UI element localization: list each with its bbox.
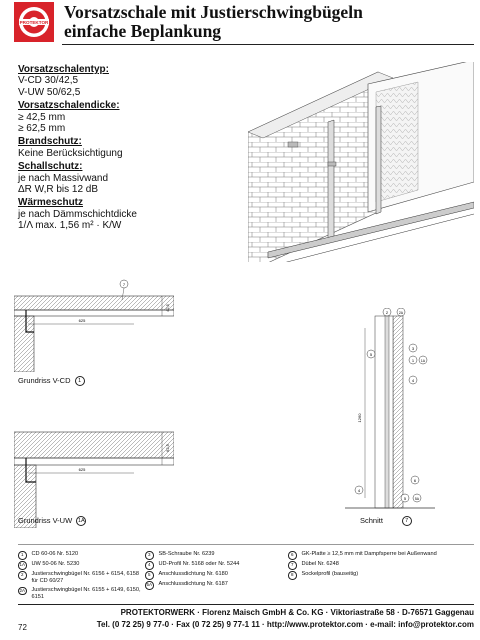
spec-line: 1/Λ max. 1,56 m² · K/W <box>18 220 122 232</box>
legend-item <box>18 571 143 585</box>
dim-depth: 42,5 <box>165 304 170 312</box>
legend-item <box>145 561 285 570</box>
spec-type <box>18 64 243 98</box>
header-rule <box>62 44 474 45</box>
spec-thickness <box>18 100 243 134</box>
legend-text: UD-Profil Nr. 5168 oder Nr. 5244 <box>158 561 240 568</box>
spec-line: je nach Dämmschichtdicke <box>18 208 137 220</box>
legend-text: Justierschwingbügel Nr. 6155 + 6149, 6150, 6151 <box>31 586 141 600</box>
legend-text: UW 50-06 Nr. 5230 <box>31 561 80 568</box>
legend-number: 7 <box>288 561 297 570</box>
dim-width: 625 <box>78 318 86 323</box>
spec-heading: Brandschutz: <box>18 136 82 148</box>
legend-number: 8 <box>288 571 297 580</box>
legend-number: 4 <box>145 561 154 570</box>
caption-text: Grundriss V-UW <box>18 516 73 525</box>
legend-text: Dübel Nr. 6248 <box>301 561 339 568</box>
legend-text: Anschlussdichtung Nr. 6187 <box>158 581 228 588</box>
callout: 1 <box>411 358 415 363</box>
floor-plan-v-cd <box>14 272 174 372</box>
legend-text: GK-Platte ≥ 12,5 mm mit Dampfsperre bei Außenwand <box>301 551 437 557</box>
footer-rule <box>18 604 474 605</box>
legend-text: Justierschwingbügel Nr. 6156 + 6154, 6158 für CD 60/27 <box>31 571 139 585</box>
legend-item <box>18 587 143 601</box>
callout: 5 <box>369 352 373 357</box>
section-caption <box>360 516 412 526</box>
legend-number: 2 <box>18 571 27 580</box>
dim-height: 1260 <box>357 413 362 423</box>
legend-text: CD 60-06 Nr. 5120 <box>31 551 79 557</box>
callout: 5A <box>414 497 420 501</box>
title-line-2: einfache Beplankung <box>64 21 222 41</box>
ref-number: 1 <box>75 376 85 386</box>
legend-item <box>145 551 285 560</box>
legend-item <box>145 571 285 580</box>
legend-text: Sockelprofil (bauseitig) <box>301 571 359 578</box>
spec-heading: Schallschutz: <box>18 161 83 173</box>
callout: 3 <box>411 346 415 351</box>
legend-item <box>288 571 474 580</box>
page-number: 72 <box>18 623 27 632</box>
caption-text: Grundriss V-CD <box>18 376 71 385</box>
legend-text: Anschlussdichtung Nr. 6180 <box>158 571 228 578</box>
callout: 4 <box>411 378 415 383</box>
legend-number: 6 <box>288 551 297 560</box>
logo-text: PROTEKTOR <box>19 20 49 25</box>
specification-list <box>18 64 243 234</box>
spec-line: Keine Berücksichtigung <box>18 147 123 159</box>
legend-number: 1A <box>18 561 27 570</box>
legend-column-2 <box>145 551 285 591</box>
callout: 2 <box>385 310 389 315</box>
legend-column-1 <box>18 551 143 602</box>
spec-heading: Vorsatzschalentyp: <box>18 64 109 75</box>
spec-line: ≥ 42,5 mm <box>18 111 66 123</box>
section-drawing <box>345 308 475 528</box>
callout: 4 <box>357 488 361 493</box>
plan2-caption <box>18 516 86 526</box>
legend-column-3 <box>288 551 474 581</box>
spec-line: V-CD 30/42,5 <box>18 75 79 87</box>
callout: 1A <box>420 359 426 363</box>
spec-thermal <box>18 197 243 231</box>
spec-sound <box>18 161 243 195</box>
dim-width: 625 <box>78 467 86 472</box>
legend-text: SB-Schraube Nr. 6239 <box>158 551 215 557</box>
dim-depth: 62,5 <box>165 444 170 452</box>
legend-number: 5 <box>145 571 154 580</box>
isometric-drawing <box>248 62 474 262</box>
protektor-logo <box>14 2 54 42</box>
caption-text: Schnitt <box>360 516 383 525</box>
callout: 5 <box>403 496 407 501</box>
page-title <box>64 3 474 41</box>
legend-number: 5A <box>145 581 154 590</box>
legend-rule <box>18 544 474 545</box>
spec-heading: Wärmeschutz <box>18 197 84 209</box>
footer-company: PROTEKTORWERK · Florenz Maisch GmbH & Co. KG · Viktoriastraße 58 · D-76571 Gaggenau <box>120 608 474 617</box>
spec-line: je nach Massivwand <box>18 172 109 184</box>
legend-item <box>18 551 143 560</box>
spec-line: ≥ 62,5 mm <box>18 123 66 135</box>
ref-number: 1A <box>77 518 85 525</box>
spec-fire <box>18 136 243 159</box>
legend-item <box>18 561 143 570</box>
spec-line: V-UW 50/62,5 <box>18 86 81 98</box>
legend-item <box>288 561 474 570</box>
spec-line: ΔR W,R bis 12 dB <box>18 184 99 196</box>
spec-heading: Vorsatzschalendicke: <box>18 100 120 112</box>
footer-contact: Tel. (0 72 25) 9 77-0 · Fax (0 72 25) 9 77-1 11 · http://www.protektor.com · e-mail: info@protektor.com <box>96 619 474 629</box>
title-line-1: Vorsatzschale mit Justierschwingbügeln <box>64 2 363 22</box>
callout: 2A <box>398 311 404 315</box>
legend-item <box>145 581 285 590</box>
legend <box>18 551 474 603</box>
plan1-caption <box>18 376 85 386</box>
callout: 7 <box>122 282 126 287</box>
legend-item <box>288 551 474 560</box>
floor-plan-v-uw <box>14 418 174 528</box>
legend-number: 3 <box>145 551 154 560</box>
legend-number: 1 <box>18 551 27 560</box>
footer <box>60 607 474 630</box>
ref-number: 7 <box>402 516 412 526</box>
callout: 6 <box>413 478 417 483</box>
legend-number: 2A <box>18 587 27 596</box>
